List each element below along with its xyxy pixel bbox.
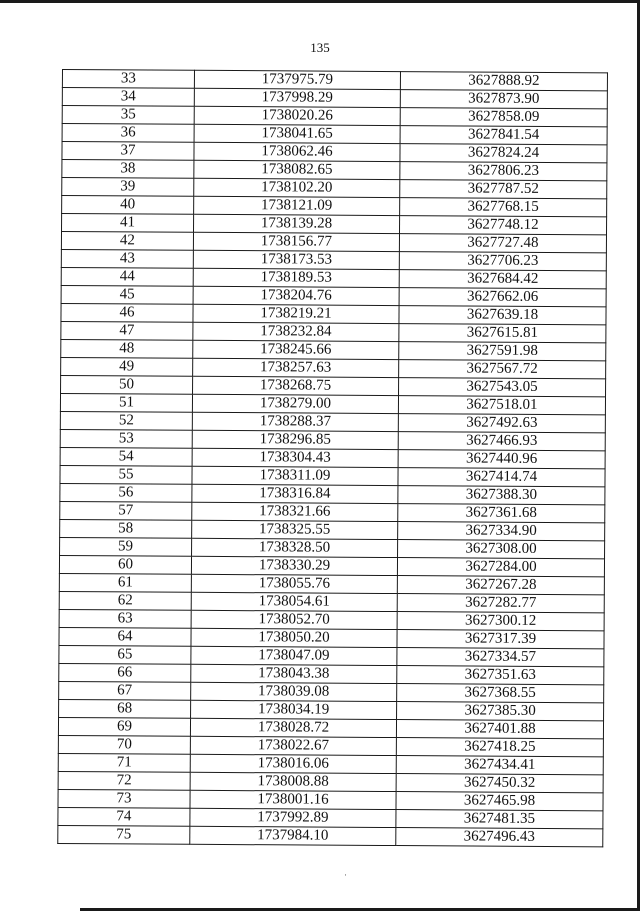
- point-number-cell: 50: [61, 375, 193, 394]
- y-coordinate-cell: 3627496.43: [396, 828, 603, 847]
- point-number-cell: 67: [59, 681, 191, 700]
- point-number-cell: 54: [60, 447, 192, 466]
- x-coordinate-cell: 1738062.46: [194, 142, 400, 161]
- coordinates-table: [57, 69, 608, 847]
- point-number-cell: 44: [61, 267, 193, 286]
- point-number-cell: 73: [58, 789, 190, 808]
- x-coordinate-cell: 1738316.84: [192, 484, 398, 503]
- y-coordinate-cell: 3627418.25: [396, 738, 603, 757]
- y-coordinate-cell: 3627388.30: [398, 486, 605, 505]
- y-coordinate-cell: 3627434.41: [396, 756, 603, 775]
- point-number-cell: 46: [61, 303, 193, 322]
- y-coordinate-cell: 3627414.74: [398, 468, 605, 487]
- x-coordinate-cell: 1738279.00: [192, 394, 398, 413]
- point-number-cell: 65: [59, 645, 191, 664]
- x-coordinate-cell: 1738173.53: [193, 250, 399, 269]
- point-number-cell: 47: [61, 321, 193, 340]
- x-coordinate-cell: 1738022.67: [190, 736, 396, 755]
- y-coordinate-cell: 3627543.05: [399, 378, 606, 397]
- y-coordinate-cell: 3627466.93: [398, 432, 605, 451]
- y-coordinate-cell: 3627282.77: [397, 594, 604, 613]
- y-coordinate-cell: 3627481.35: [396, 810, 603, 829]
- y-coordinate-cell: 3627662.06: [399, 288, 606, 307]
- point-number-cell: 63: [59, 609, 191, 628]
- x-coordinate-cell: 1738328.50: [192, 538, 398, 557]
- y-coordinate-cell: 3627768.15: [400, 198, 607, 217]
- point-number-cell: 52: [60, 411, 192, 430]
- point-number-cell: 66: [59, 663, 191, 682]
- point-number-cell: 38: [62, 160, 194, 179]
- point-number-cell: 51: [60, 393, 192, 412]
- point-number-cell: 37: [62, 142, 194, 161]
- x-coordinate-cell: 1738245.66: [193, 340, 399, 359]
- x-coordinate-cell: 1738050.20: [191, 628, 397, 647]
- y-coordinate-cell: 3627317.39: [397, 630, 604, 649]
- y-coordinate-cell: 3627368.55: [397, 684, 604, 703]
- y-coordinate-cell: 3627267.28: [397, 576, 604, 595]
- y-coordinate-cell: 3627567.72: [399, 360, 606, 379]
- point-number-cell: 53: [60, 429, 192, 448]
- x-coordinate-cell: 1738156.77: [193, 232, 399, 251]
- y-coordinate-cell: 3627706.23: [399, 252, 606, 271]
- x-coordinate-cell: 1738102.20: [194, 178, 400, 197]
- y-coordinate-cell: 3627440.96: [398, 450, 605, 469]
- x-coordinate-cell: 1738082.65: [194, 160, 400, 179]
- x-coordinate-cell: 1738121.09: [194, 196, 400, 215]
- point-number-cell: 69: [58, 717, 190, 736]
- y-coordinate-cell: 3627858.09: [400, 108, 607, 127]
- point-number-cell: 33: [62, 70, 194, 89]
- y-coordinate-cell: 3627873.90: [400, 90, 607, 109]
- scan-edge-top: [0, 0, 640, 3]
- x-coordinate-cell: 1738020.26: [194, 106, 400, 125]
- x-coordinate-cell: 1738189.53: [193, 268, 399, 287]
- point-number-cell: 60: [59, 555, 191, 574]
- x-coordinate-cell: 1738268.75: [193, 376, 399, 395]
- x-coordinate-cell: 1737992.89: [190, 808, 396, 827]
- x-coordinate-cell: 1738232.84: [193, 322, 399, 341]
- y-coordinate-cell: 3627824.24: [400, 144, 607, 163]
- x-coordinate-cell: 1738001.16: [190, 790, 396, 809]
- point-number-cell: 41: [62, 214, 194, 233]
- x-coordinate-cell: 1738204.76: [193, 286, 399, 305]
- x-coordinate-cell: 1738034.19: [191, 700, 397, 719]
- table-row: [58, 825, 603, 846]
- point-number-cell: 57: [60, 501, 192, 520]
- x-coordinate-cell: 1738296.85: [192, 430, 398, 449]
- y-coordinate-cell: 3627615.81: [399, 324, 606, 343]
- x-coordinate-cell: 1738052.70: [191, 610, 397, 629]
- point-number-cell: 39: [62, 178, 194, 197]
- y-coordinate-cell: 3627888.92: [400, 72, 607, 91]
- y-coordinate-cell: 3627284.00: [397, 558, 604, 577]
- y-coordinate-cell: 3627591.98: [399, 342, 606, 361]
- x-coordinate-cell: 1738325.55: [192, 520, 398, 539]
- point-number-cell: 61: [59, 573, 191, 592]
- point-number-cell: 72: [58, 771, 190, 790]
- x-coordinate-cell: 1737975.79: [194, 70, 400, 89]
- y-coordinate-cell: 3627334.90: [398, 522, 605, 541]
- y-coordinate-cell: 3627518.01: [398, 396, 605, 415]
- y-coordinate-cell: 3627639.18: [399, 306, 606, 325]
- point-number-cell: 74: [58, 807, 190, 826]
- x-coordinate-cell: 1738039.08: [191, 682, 397, 701]
- point-number-cell: 75: [58, 825, 190, 844]
- x-coordinate-cell: 1738311.09: [192, 466, 398, 485]
- x-coordinate-cell: 1738257.63: [193, 358, 399, 377]
- y-coordinate-cell: 3627300.12: [397, 612, 604, 631]
- x-coordinate-cell: 1738047.09: [191, 646, 397, 665]
- point-number-cell: 64: [59, 627, 191, 646]
- point-number-cell: 40: [62, 196, 194, 215]
- x-coordinate-cell: 1738330.29: [191, 556, 397, 575]
- y-coordinate-cell: 3627787.52: [400, 180, 607, 199]
- y-coordinate-cell: 3627385.30: [397, 702, 604, 721]
- y-coordinate-cell: 3627465.98: [396, 792, 603, 811]
- x-coordinate-cell: 1738028.72: [190, 718, 396, 737]
- x-coordinate-cell: 1738321.66: [192, 502, 398, 521]
- y-coordinate-cell: 3627841.54: [400, 126, 607, 145]
- point-number-cell: 56: [60, 483, 192, 502]
- point-number-cell: 48: [61, 339, 193, 358]
- point-number-cell: 68: [59, 699, 191, 718]
- y-coordinate-cell: 3627684.42: [399, 270, 606, 289]
- y-coordinate-cell: 3627351.63: [397, 666, 604, 685]
- x-coordinate-cell: 1737984.10: [190, 826, 396, 845]
- y-coordinate-cell: 3627748.12: [400, 216, 607, 235]
- x-coordinate-cell: 1738054.61: [191, 592, 397, 611]
- point-number-cell: 45: [61, 285, 193, 304]
- point-number-cell: 71: [58, 753, 190, 772]
- x-coordinate-cell: 1738219.21: [193, 304, 399, 323]
- x-coordinate-cell: 1738304.43: [192, 448, 398, 467]
- y-coordinate-cell: 3627334.57: [397, 648, 604, 667]
- x-coordinate-cell: 1738055.76: [191, 574, 397, 593]
- y-coordinate-cell: 3627806.23: [400, 162, 607, 181]
- x-coordinate-cell: 1738041.65: [194, 124, 400, 143]
- y-coordinate-cell: 3627361.68: [398, 504, 605, 523]
- x-coordinate-cell: 1738016.06: [190, 754, 396, 773]
- x-coordinate-cell: 1738139.28: [194, 214, 400, 233]
- point-number-cell: 43: [61, 249, 193, 268]
- scan-mark: ·: [344, 870, 347, 880]
- point-number-cell: 35: [62, 106, 194, 125]
- y-coordinate-cell: 3627450.32: [396, 774, 603, 793]
- point-number-cell: 59: [60, 537, 192, 556]
- x-coordinate-cell: 1737998.29: [194, 88, 400, 107]
- y-coordinate-cell: 3627727.48: [399, 234, 606, 253]
- y-coordinate-cell: 3627308.00: [398, 540, 605, 559]
- point-number-cell: 62: [59, 591, 191, 610]
- point-number-cell: 58: [60, 519, 192, 538]
- page-number: 135: [310, 40, 330, 55]
- point-number-cell: 34: [62, 88, 194, 107]
- point-number-cell: 36: [62, 124, 194, 143]
- x-coordinate-cell: 1738043.38: [191, 664, 397, 683]
- point-number-cell: 49: [61, 357, 193, 376]
- y-coordinate-cell: 3627401.88: [396, 720, 603, 739]
- point-number-cell: 55: [60, 465, 192, 484]
- x-coordinate-cell: 1738288.37: [192, 412, 398, 431]
- coordinates-table-body: [58, 70, 608, 847]
- point-number-cell: 70: [58, 735, 190, 754]
- point-number-cell: 42: [61, 232, 193, 251]
- x-coordinate-cell: 1738008.88: [190, 772, 396, 791]
- y-coordinate-cell: 3627492.63: [398, 414, 605, 433]
